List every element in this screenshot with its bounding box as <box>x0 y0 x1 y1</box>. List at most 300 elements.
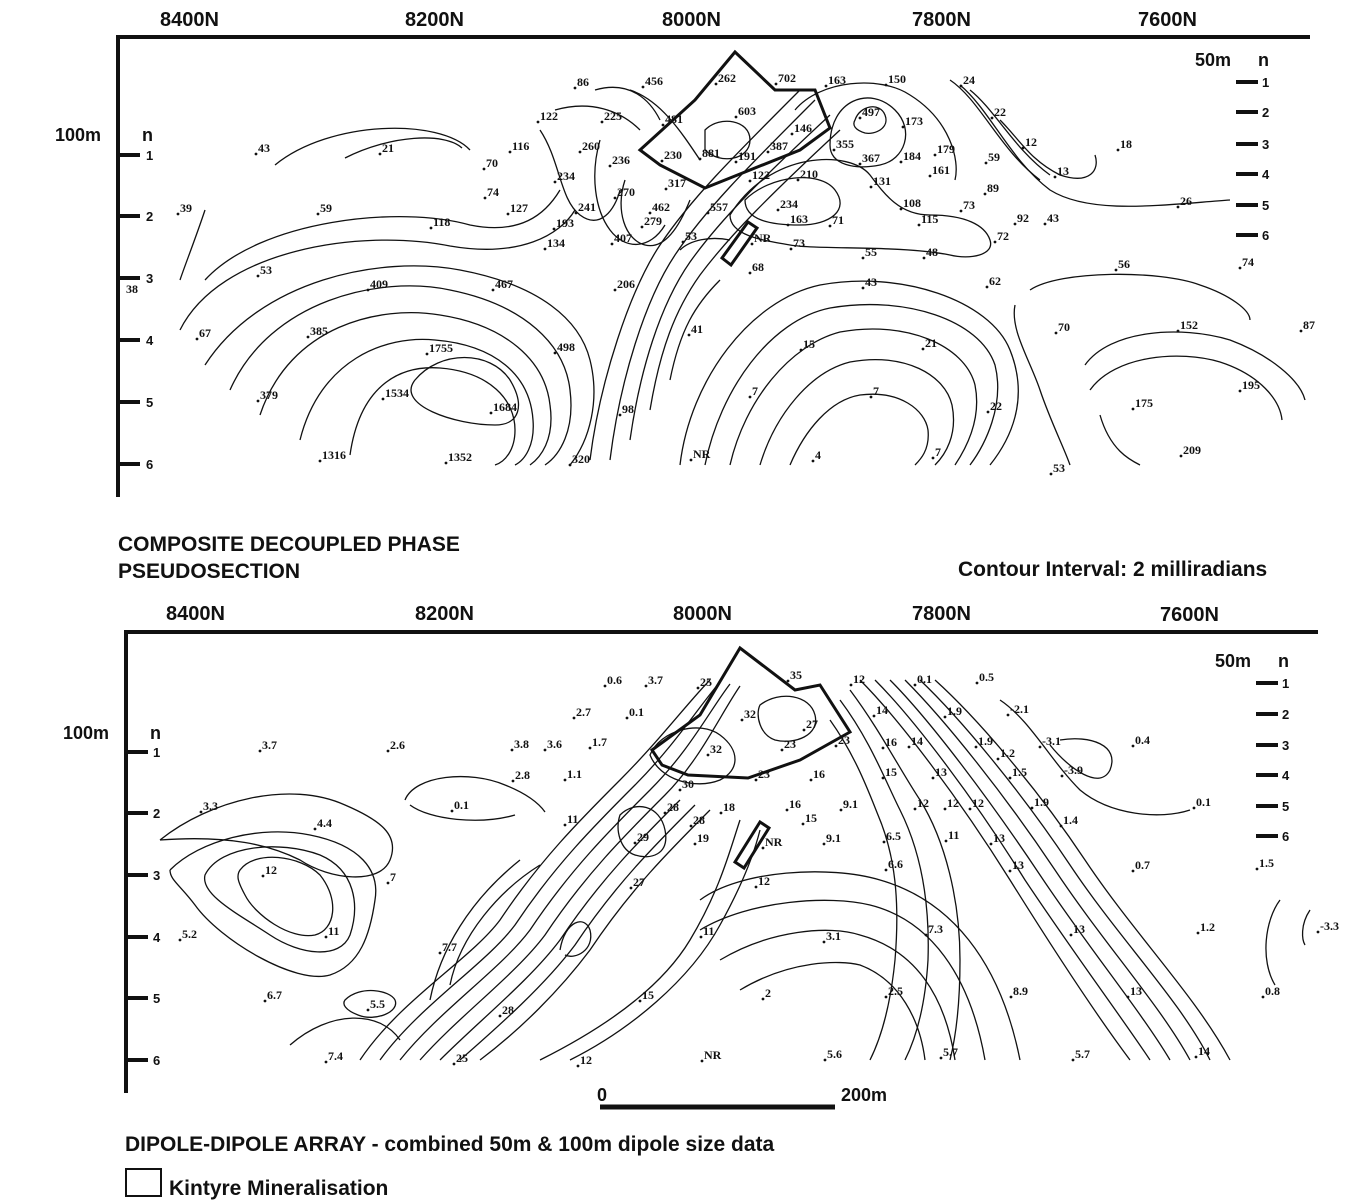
top-value: 48 <box>926 245 938 259</box>
bottom-left-n6: 6 <box>153 1053 161 1068</box>
data-point-dot <box>177 213 180 216</box>
bottom-value: 18 <box>723 800 735 814</box>
bottom-value: 5.2 <box>182 927 197 941</box>
bottom-value: 15 <box>642 988 654 1002</box>
top-value: 193 <box>556 216 574 230</box>
top-value: 409 <box>370 277 388 291</box>
bottom-right-n1: 1 <box>1282 676 1290 691</box>
top-value: 1534 <box>385 386 409 400</box>
data-point-dot <box>387 882 390 885</box>
bottom-value: 11 <box>328 924 340 938</box>
bottom-value: 12 <box>972 796 984 810</box>
top-value: 320 <box>572 452 590 466</box>
top-value: 7 <box>752 384 758 398</box>
data-point-dot <box>985 162 988 165</box>
data-point-dot <box>707 754 710 757</box>
top-right-n1: 1 <box>1262 75 1270 90</box>
bottom-value: 0.1 <box>629 705 644 719</box>
data-point-dot <box>1180 455 1183 458</box>
data-point-dot <box>553 228 556 231</box>
data-point-dot <box>575 212 578 215</box>
bottom-n-label: n <box>150 723 161 743</box>
data-point-dot <box>1132 745 1135 748</box>
top-value: 702 <box>778 71 796 85</box>
data-point-dot <box>859 117 862 120</box>
data-point-dot <box>1009 870 1012 873</box>
data-point-dot <box>614 197 617 200</box>
bottom-value: 3.3 <box>203 799 218 813</box>
top-value: 462 <box>652 200 670 214</box>
data-point-dot <box>1039 746 1042 749</box>
bottom-value: 11 <box>567 812 579 826</box>
top-value: 59 <box>988 150 1000 164</box>
top-value: 122 <box>540 109 558 123</box>
bottom-value: 1.4 <box>1063 813 1078 827</box>
data-point-dot <box>1007 714 1010 717</box>
data-point-dot <box>1117 149 1120 152</box>
bottom-value: 7 <box>390 870 396 884</box>
top-value: 407 <box>614 231 632 245</box>
data-point-dot <box>1009 777 1012 780</box>
data-point-dot <box>825 85 828 88</box>
top-value: 146 <box>794 121 812 135</box>
data-point-dot <box>960 210 963 213</box>
data-point-dot <box>873 715 876 718</box>
bottom-value: 27 <box>806 717 818 731</box>
bottom-left-n4: 4 <box>153 930 161 945</box>
data-point-dot <box>922 348 925 351</box>
top-value: 1755 <box>429 341 453 355</box>
data-point-dot <box>507 213 510 216</box>
data-point-dot <box>929 175 932 178</box>
data-point-dot <box>944 808 947 811</box>
data-point-dot <box>802 823 805 826</box>
data-point-dot <box>619 414 622 417</box>
top-value: 1352 <box>448 450 472 464</box>
data-point-dot <box>735 161 738 164</box>
top-value: 385 <box>310 324 328 338</box>
bottom-values <box>179 668 1339 1067</box>
bottom-value: 16 <box>813 767 825 781</box>
top-northing-8400: 8400N <box>160 9 219 31</box>
top-value: 53 <box>685 229 697 243</box>
data-point-dot <box>601 121 604 124</box>
data-point-dot <box>317 213 320 216</box>
data-point-dot <box>641 226 644 229</box>
top-value: 498 <box>557 340 575 354</box>
data-point-dot <box>259 750 262 753</box>
data-point-dot <box>940 1057 943 1060</box>
data-point-dot <box>823 941 826 944</box>
top-value: 4 <box>815 448 821 462</box>
top-value: 379 <box>260 388 278 402</box>
bottom-value: 1.5 <box>1012 765 1027 779</box>
bottom-value: 13 <box>993 831 1005 845</box>
top-value: 355 <box>836 137 854 151</box>
data-point-dot <box>787 680 790 683</box>
bottom-value: 0.1 <box>1196 795 1211 809</box>
bottom-value: NR <box>704 1048 722 1062</box>
data-point-dot <box>682 241 685 244</box>
top-value: 467 <box>495 277 513 291</box>
data-point-dot <box>997 758 1000 761</box>
top-value: 150 <box>888 72 906 86</box>
bottom-value: 3.7 <box>648 673 663 687</box>
array-caption: DIPOLE-DIPOLE ARRAY - combined 50m & 100m dipole size data <box>125 1133 775 1156</box>
top-value: 53 <box>260 263 272 277</box>
top-value: 108 <box>903 196 921 210</box>
top-value: 62 <box>989 274 1001 288</box>
top-value: 43 <box>1047 211 1059 225</box>
data-point-dot <box>445 462 448 465</box>
bottom-value: -3.1 <box>1042 734 1061 748</box>
data-point-dot <box>451 810 454 813</box>
top-value: 71 <box>832 213 844 227</box>
top-section <box>55 9 1315 497</box>
bottom-value: 2 <box>765 986 771 1000</box>
data-point-dot <box>975 746 978 749</box>
data-point-dot <box>976 682 979 685</box>
top-value: 86 <box>577 75 589 89</box>
bottom-value: 4.4 <box>317 816 332 830</box>
top-value: 175 <box>1135 396 1153 410</box>
top-value: 209 <box>1183 443 1201 457</box>
data-point-dot <box>755 779 758 782</box>
bottom-value: 1.7 <box>592 735 607 749</box>
bottom-northing-8200: 8200N <box>415 603 474 625</box>
top-value: 122 <box>752 168 770 182</box>
top-right-n4: 4 <box>1262 167 1270 182</box>
top-value: 225 <box>604 109 622 123</box>
data-point-dot <box>196 338 199 341</box>
top-value: 603 <box>738 104 756 118</box>
top-value: 270 <box>617 185 635 199</box>
data-point-dot <box>604 685 607 688</box>
bottom-value: 23 <box>838 733 850 747</box>
data-point-dot <box>662 124 665 127</box>
scale-bar-length: 200m <box>841 1085 888 1105</box>
data-point-dot <box>257 275 260 278</box>
top-value: 116 <box>512 139 530 153</box>
top-value: 195 <box>1242 378 1260 392</box>
data-point-dot <box>925 934 928 937</box>
bottom-value: 3.6 <box>547 737 562 751</box>
top-value: 59 <box>320 201 332 215</box>
data-point-dot <box>699 158 702 161</box>
bottom-value: 13 <box>935 765 947 779</box>
bottom-value: 1.2 <box>1000 746 1015 760</box>
data-point-dot <box>634 842 637 845</box>
bottom-value: 9.1 <box>826 831 841 845</box>
data-point-dot <box>932 777 935 780</box>
bottom-value: 6.6 <box>888 857 903 871</box>
bottom-value: 0.5 <box>979 670 994 684</box>
data-point-dot <box>720 812 723 815</box>
data-point-dot <box>589 747 592 750</box>
data-point-dot <box>609 165 612 168</box>
data-point-dot <box>914 808 917 811</box>
top-northing-7600: 7600N <box>1138 9 1197 31</box>
bottom-right-ticks <box>1256 676 1290 844</box>
data-point-dot <box>969 808 972 811</box>
data-point-dot <box>1070 934 1073 937</box>
data-point-dot <box>325 936 328 939</box>
data-point-dot <box>307 336 310 339</box>
bottom-value: 30 <box>682 777 694 791</box>
top-value: 387 <box>770 139 788 153</box>
bottom-left-n3: 3 <box>153 868 161 883</box>
data-point-dot <box>1132 870 1135 873</box>
top-value: 236 <box>612 153 630 167</box>
top-value: 7 <box>935 445 941 459</box>
bottom-value: 12 <box>917 796 929 810</box>
data-point-dot <box>387 750 390 753</box>
data-point-dot <box>1022 147 1025 150</box>
top-depth-100m: 100m <box>55 125 102 145</box>
top-right-n3: 3 <box>1262 137 1270 152</box>
bottom-value: NR <box>765 835 783 849</box>
data-point-dot <box>787 224 790 227</box>
bottom-value: 29 <box>637 830 649 844</box>
data-point-dot <box>900 161 903 164</box>
data-point-dot <box>900 208 903 211</box>
bottom-right-n6: 6 <box>1282 829 1290 844</box>
data-point-dot <box>626 717 629 720</box>
data-point-dot <box>755 886 758 889</box>
bottom-value: 32 <box>744 707 756 721</box>
top-value: 72 <box>997 229 1009 243</box>
data-point-dot <box>694 843 697 846</box>
bottom-value: 28 <box>502 1003 514 1017</box>
top-value: 74 <box>487 185 499 199</box>
top-value: 184 <box>903 149 921 163</box>
data-point-dot <box>367 289 370 292</box>
data-point-dot <box>749 396 752 399</box>
data-point-dot <box>1054 176 1057 179</box>
top-scale-50m: 50m <box>1195 50 1232 70</box>
top-value: 67 <box>199 326 211 340</box>
top-value: 73 <box>963 198 975 212</box>
data-point-dot <box>1014 223 1017 226</box>
bottom-value: 3.1 <box>826 929 841 943</box>
top-value: 41 <box>691 322 703 336</box>
data-point-dot <box>1256 868 1259 871</box>
top-value: 262 <box>718 71 736 85</box>
data-point-dot <box>264 1000 267 1003</box>
bottom-value: 1.9 <box>978 734 993 748</box>
bottom-value: 9.1 <box>843 797 858 811</box>
data-point-dot <box>1193 807 1196 810</box>
data-point-dot <box>749 272 752 275</box>
bottom-value: -3.3 <box>1320 919 1339 933</box>
data-point-dot <box>991 117 994 120</box>
data-point-dot <box>499 1015 502 1018</box>
data-point-dot <box>885 869 888 872</box>
data-point-dot <box>1061 775 1064 778</box>
top-value: 7 <box>873 384 879 398</box>
top-value: NR <box>754 231 772 245</box>
top-value: 179 <box>937 142 955 156</box>
bottom-right-n2: 2 <box>1282 707 1290 722</box>
data-point-dot <box>492 289 495 292</box>
top-value: 74 <box>1242 255 1254 269</box>
bottom-value: 25 <box>456 1051 468 1065</box>
top-value: 98 <box>622 402 634 416</box>
bottom-value: 14 <box>876 703 888 717</box>
bottom-value: 2.7 <box>576 705 591 719</box>
data-point-dot <box>569 464 572 467</box>
phase-title-line1: COMPOSITE DECOUPLED PHASE <box>118 533 460 556</box>
data-point-dot <box>257 400 260 403</box>
data-point-dot <box>987 411 990 414</box>
data-point-dot <box>829 225 832 228</box>
top-frame <box>118 37 1310 497</box>
bottom-value: 28 <box>667 800 679 814</box>
data-point-dot <box>1239 267 1242 270</box>
data-point-dot <box>611 243 614 246</box>
bottom-value: 1.9 <box>947 704 962 718</box>
top-value: 26 <box>1180 194 1192 208</box>
data-point-dot <box>1177 330 1180 333</box>
top-right-n5: 5 <box>1262 198 1270 213</box>
bottom-value: 7.4 <box>328 1049 343 1063</box>
top-value: 56 <box>1118 257 1130 271</box>
data-point-dot <box>630 887 633 890</box>
top-northing-7800: 7800N <box>912 9 971 31</box>
data-point-dot <box>379 153 382 156</box>
top-northing-8200: 8200N <box>405 9 464 31</box>
bottom-value: 23 <box>784 737 796 751</box>
top-value: 43 <box>258 141 270 155</box>
top-value: 18 <box>1120 137 1132 151</box>
top-value: 481 <box>665 112 683 126</box>
top-value: 118 <box>433 215 451 229</box>
bottom-value: 12 <box>758 874 770 888</box>
bottom-left-ticks <box>126 745 161 1068</box>
bottom-section <box>63 603 1339 1093</box>
top-value: 234 <box>557 169 575 183</box>
bottom-value: 1.2 <box>1200 920 1215 934</box>
data-point-dot <box>741 719 744 722</box>
top-value: 87 <box>1303 318 1315 332</box>
top-left-n3: 3 <box>146 271 154 286</box>
bottom-value: 13 <box>1130 984 1142 998</box>
data-point-dot <box>484 197 487 200</box>
data-point-dot <box>777 209 780 212</box>
bottom-value: -3.9 <box>1064 763 1083 777</box>
bottom-northing-8000: 8000N <box>673 603 732 625</box>
data-point-dot <box>1055 332 1058 335</box>
data-point-dot <box>902 126 905 129</box>
data-point-dot <box>923 257 926 260</box>
bottom-right-n4: 4 <box>1282 768 1290 783</box>
bottom-value: 0.8 <box>1265 984 1280 998</box>
data-point-dot <box>661 160 664 163</box>
top-left-n5: 5 <box>146 395 154 410</box>
top-value: 15 <box>803 337 815 351</box>
data-point-dot <box>642 86 645 89</box>
bottom-value: 16 <box>885 735 897 749</box>
bottom-value: 5.7 <box>943 1045 958 1059</box>
bottom-right-n3: 3 <box>1282 738 1290 753</box>
bottom-value: 6.5 <box>886 829 901 843</box>
data-point-dot <box>914 684 917 687</box>
top-value: 89 <box>987 181 999 195</box>
top-value: 210 <box>800 167 818 181</box>
top-value: 206 <box>617 277 635 291</box>
data-point-dot <box>554 181 557 184</box>
bottom-value: -2.1 <box>1010 702 1029 716</box>
top-value: 127 <box>510 201 528 215</box>
data-point-dot <box>1072 1059 1075 1062</box>
bottom-value: 7.7 <box>442 940 457 954</box>
top-value: 73 <box>793 236 805 250</box>
bottom-value: 35 <box>790 668 802 682</box>
data-point-dot <box>1010 996 1013 999</box>
data-point-dot <box>1195 1056 1198 1059</box>
top-value: 161 <box>932 163 950 177</box>
bottom-value: 2.5 <box>888 984 903 998</box>
data-point-dot <box>579 151 582 154</box>
data-point-dot <box>1239 390 1242 393</box>
bottom-value: 11 <box>703 924 715 938</box>
data-point-dot <box>790 248 793 251</box>
footer <box>125 1133 775 1200</box>
data-point-dot <box>735 116 738 119</box>
top-left-n1: 1 <box>146 148 154 163</box>
data-point-dot <box>319 460 322 463</box>
data-point-dot <box>1050 473 1053 476</box>
bottom-value: 5.7 <box>1075 1047 1090 1061</box>
top-value: 115 <box>921 212 939 226</box>
data-point-dot <box>639 1000 642 1003</box>
top-value: 134 <box>547 236 565 250</box>
top-value: 456 <box>645 74 663 88</box>
top-value: 21 <box>382 141 394 155</box>
top-value: 1316 <box>322 448 346 462</box>
legend-swatch <box>126 1169 161 1196</box>
top-value: 92 <box>1017 211 1029 225</box>
data-point-dot <box>751 243 754 246</box>
bottom-value: 5.5 <box>370 997 385 1011</box>
data-point-dot <box>564 779 567 782</box>
bottom-depth-100m: 100m <box>63 723 110 743</box>
middle-caption <box>118 533 1267 583</box>
bottom-scale-50m: 50m <box>1215 651 1252 671</box>
top-value: 173 <box>905 114 923 128</box>
data-point-dot <box>885 84 888 87</box>
data-point-dot <box>700 936 703 939</box>
data-point-dot <box>797 179 800 182</box>
data-point-dot <box>367 1009 370 1012</box>
bottom-northing-7800: 7800N <box>912 603 971 625</box>
top-right-ticks <box>1236 75 1270 243</box>
top-value: 279 <box>644 214 662 228</box>
data-point-dot <box>812 460 815 463</box>
bottom-value: 11 <box>948 828 960 842</box>
data-point-dot <box>511 749 514 752</box>
data-point-dot <box>664 812 667 815</box>
data-point-dot <box>862 287 865 290</box>
data-point-dot <box>823 843 826 846</box>
data-point-dot <box>1317 931 1320 934</box>
data-point-dot <box>984 193 987 196</box>
top-northing-8000: 8000N <box>662 9 721 31</box>
data-point-dot <box>840 809 843 812</box>
bottom-value: 5.6 <box>827 1047 842 1061</box>
data-point-dot <box>573 717 576 720</box>
data-point-dot <box>859 163 862 166</box>
